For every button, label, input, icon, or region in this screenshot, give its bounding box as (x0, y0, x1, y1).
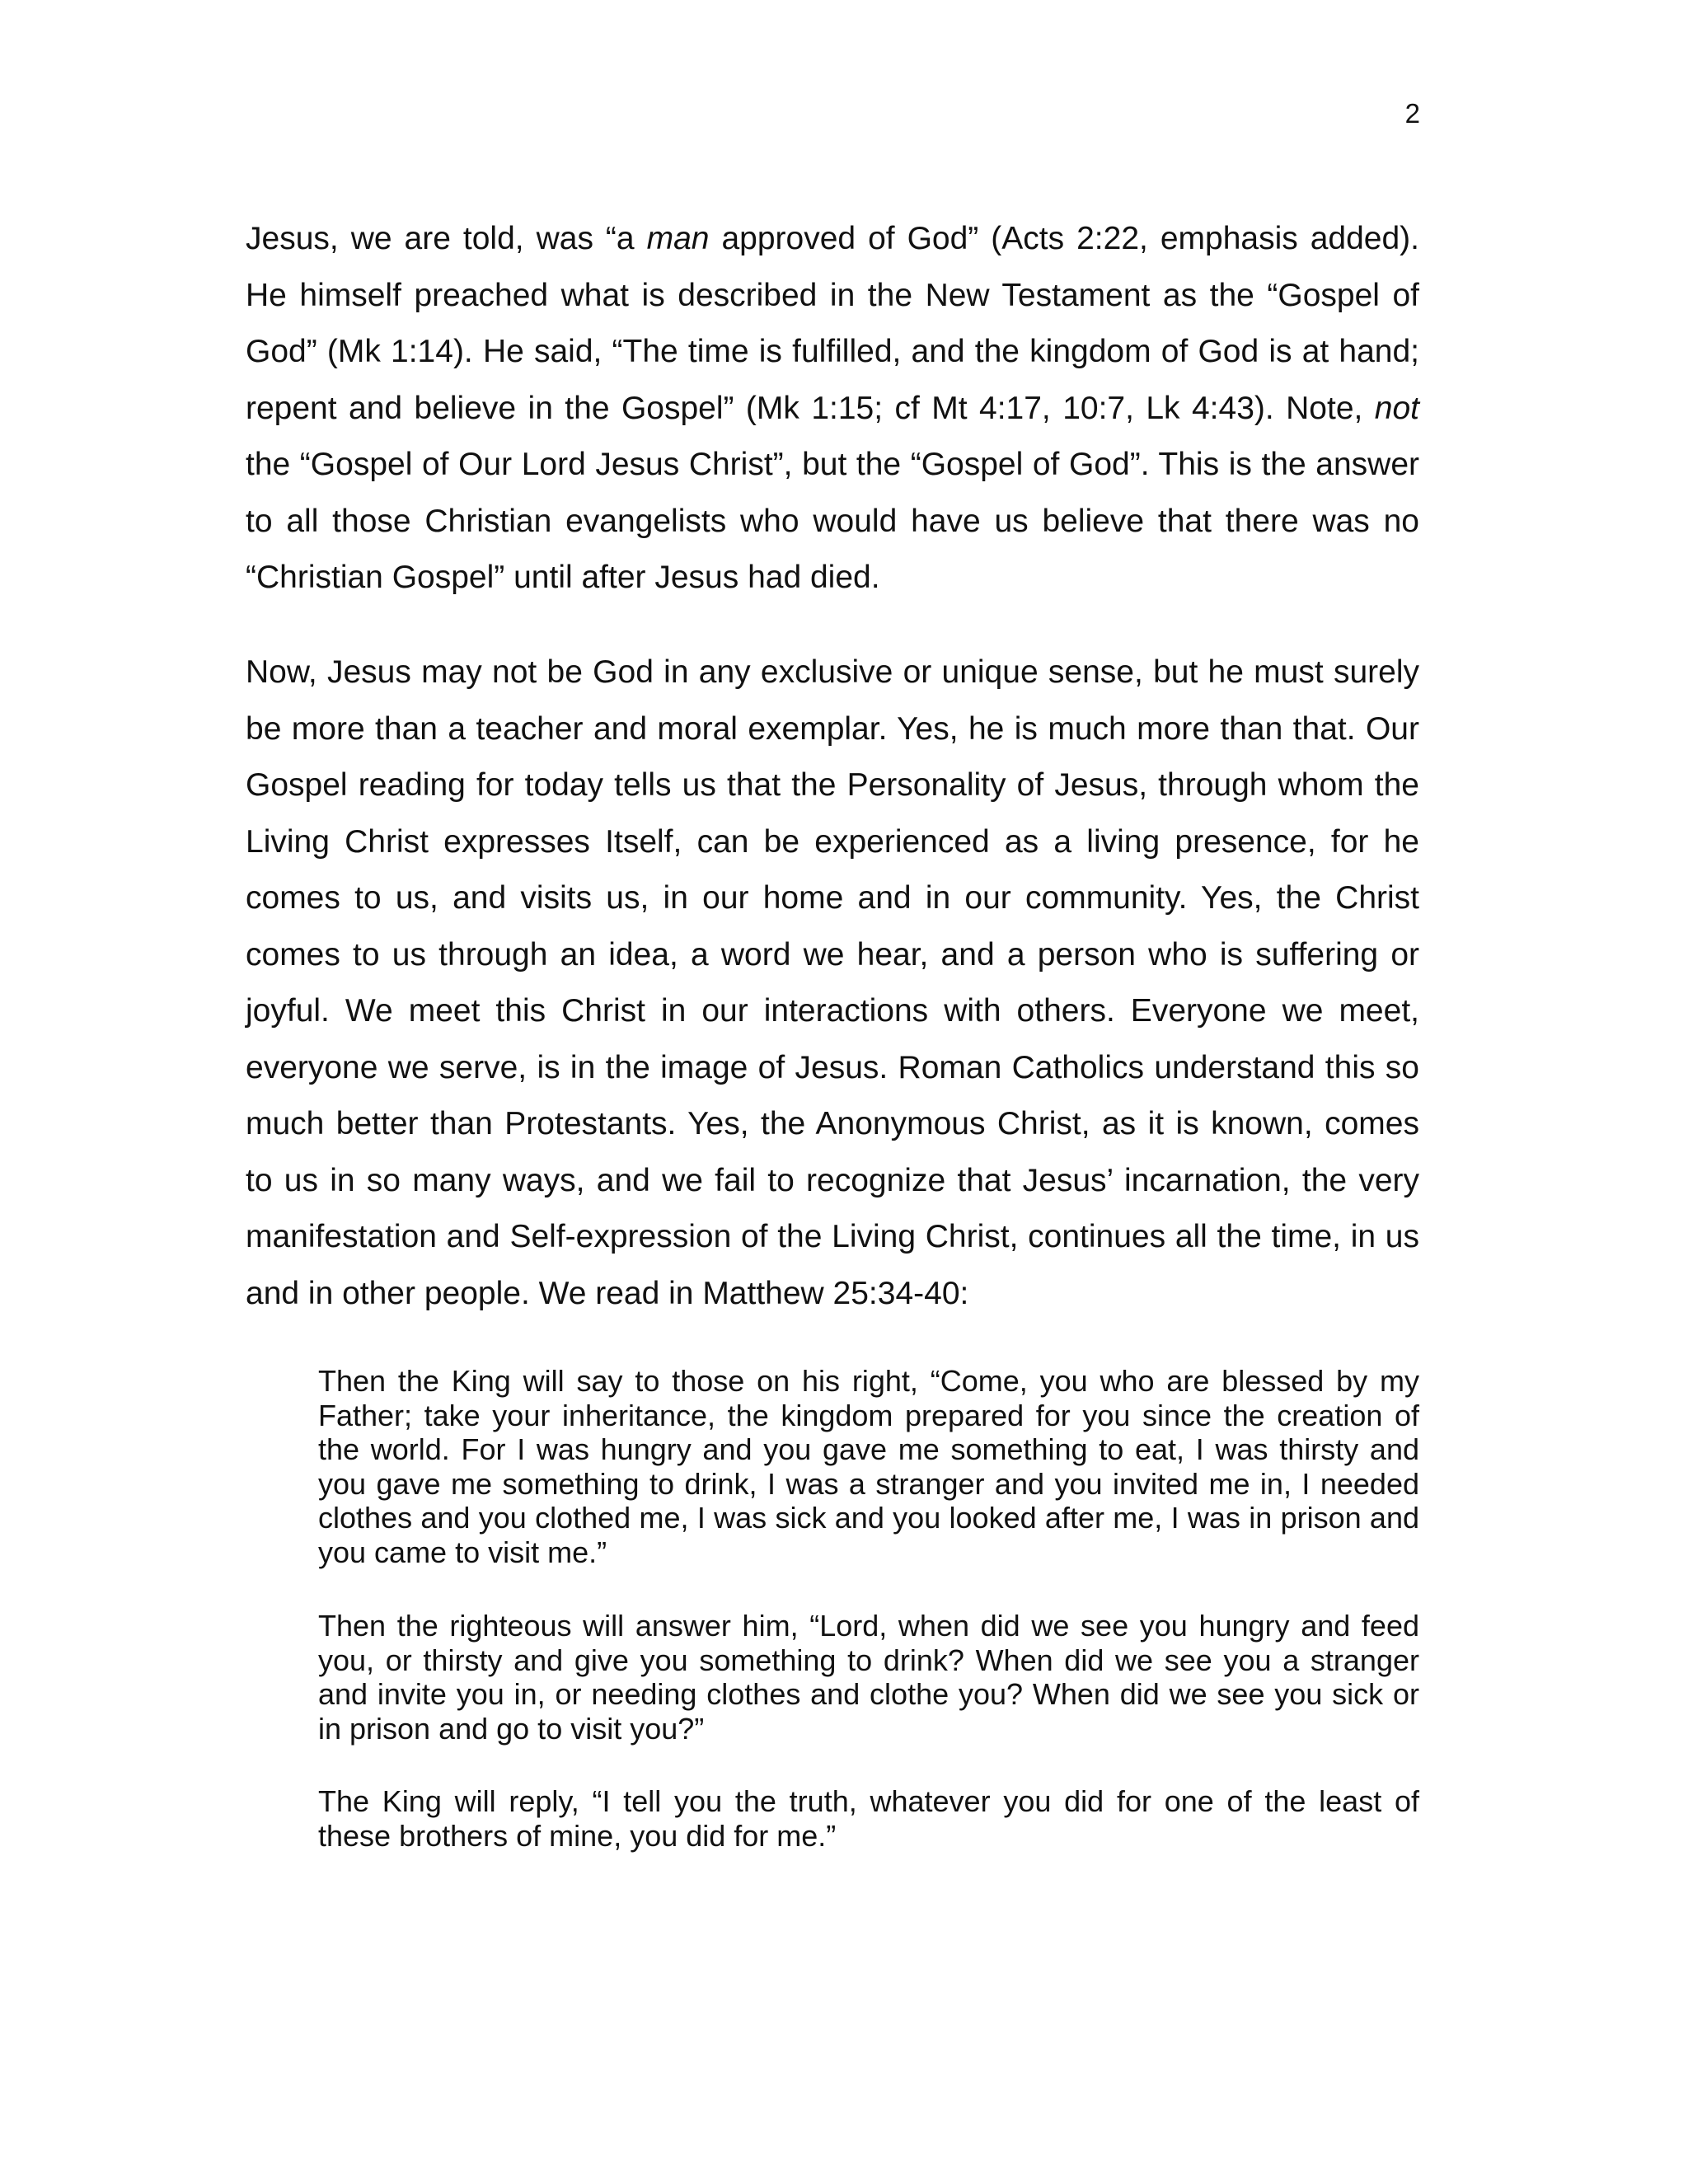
paragraph-living-christ: Now, Jesus may not be God in any exclusive or unique sense, but he must surely be more than a teacher and moral exemplar. Yes, he is much more than that. Our Gospel reading for today tells us that the Personality of Jesus, through whom the Living Christ expresses Itself, can be experienced as a living presence, for he comes to us, and visits us, in our home and in our community. Yes, the Christ comes to us through an idea, a word we hear, and a person who is suffering or joyful. We meet this Christ in our interactions with others. Everyone we meet, everyone we serve, is in the image of Jesus. Roman Catholics understand this so much better than Protestants. Yes, the Anonymous Christ, as it is known, comes to us in so many ways, and we fail to recognize that Jesus’ incarnation, the very manifestation and Self-expression of the Living Christ, continues all the time, in us and in other people. We read in Matthew 25:34-40: (246, 654, 1419, 1311)
emphasis-man: man (646, 221, 710, 256)
paragraph1-text-2: approved of God” (Acts 2:22, emphasis added). He himself preached what is described in the New Testament as the “Gospel of God” (Mk 1:14). He said, “The time is fulfilled, and the kingdom of God is at hand; repent and believe in the Gospel” (Mk 1:15; cf Mt 4:17, 10:7, Lk 4:43). Note, (246, 221, 1419, 426)
paragraph-gospel-of-god (246, 211, 1419, 607)
paragraph1-text-1: Jesus, we are told, was “a (246, 221, 647, 256)
block-quote-paragraph-1: Then the King will say to those on his right, “Come, you who are blessed by my Father; take your inheritance, the kingdom prepared for you since the creation of the world. For I was hungry and you gave me something to eat, I was thirsty and you gave me something to drink, I was a stranger and you invited me in, I needed clothes and you clothed me, I was sick and you looked after me, I was in prison and you came to visit me.” (318, 1364, 1419, 1569)
paragraph1-text-3: the “Gospel of Our Lord Jesus Christ”, but the “Gospel of God”. This is the answer to all those Christian evangelists who would have us believe that there was no “Christian Gospel” until after Jesus had died. (246, 447, 1419, 595)
page-number: 2 (1404, 98, 1420, 129)
block-quote-paragraph-3: The King will reply, “I tell you the truth, whatever you did for one of the least of these brothers of mine, you did for me.” (318, 1784, 1419, 1853)
emphasis-not: not (1374, 390, 1419, 426)
block-quote-paragraph-2: Then the righteous will answer him, “Lord, when did we see you hungry and feed you, or thirsty and give you something to drink? When did we see you a stranger and invite you in, or needing clothes and clothe you? When did we see you sick or in prison and go to visit you?” (318, 1609, 1419, 1746)
